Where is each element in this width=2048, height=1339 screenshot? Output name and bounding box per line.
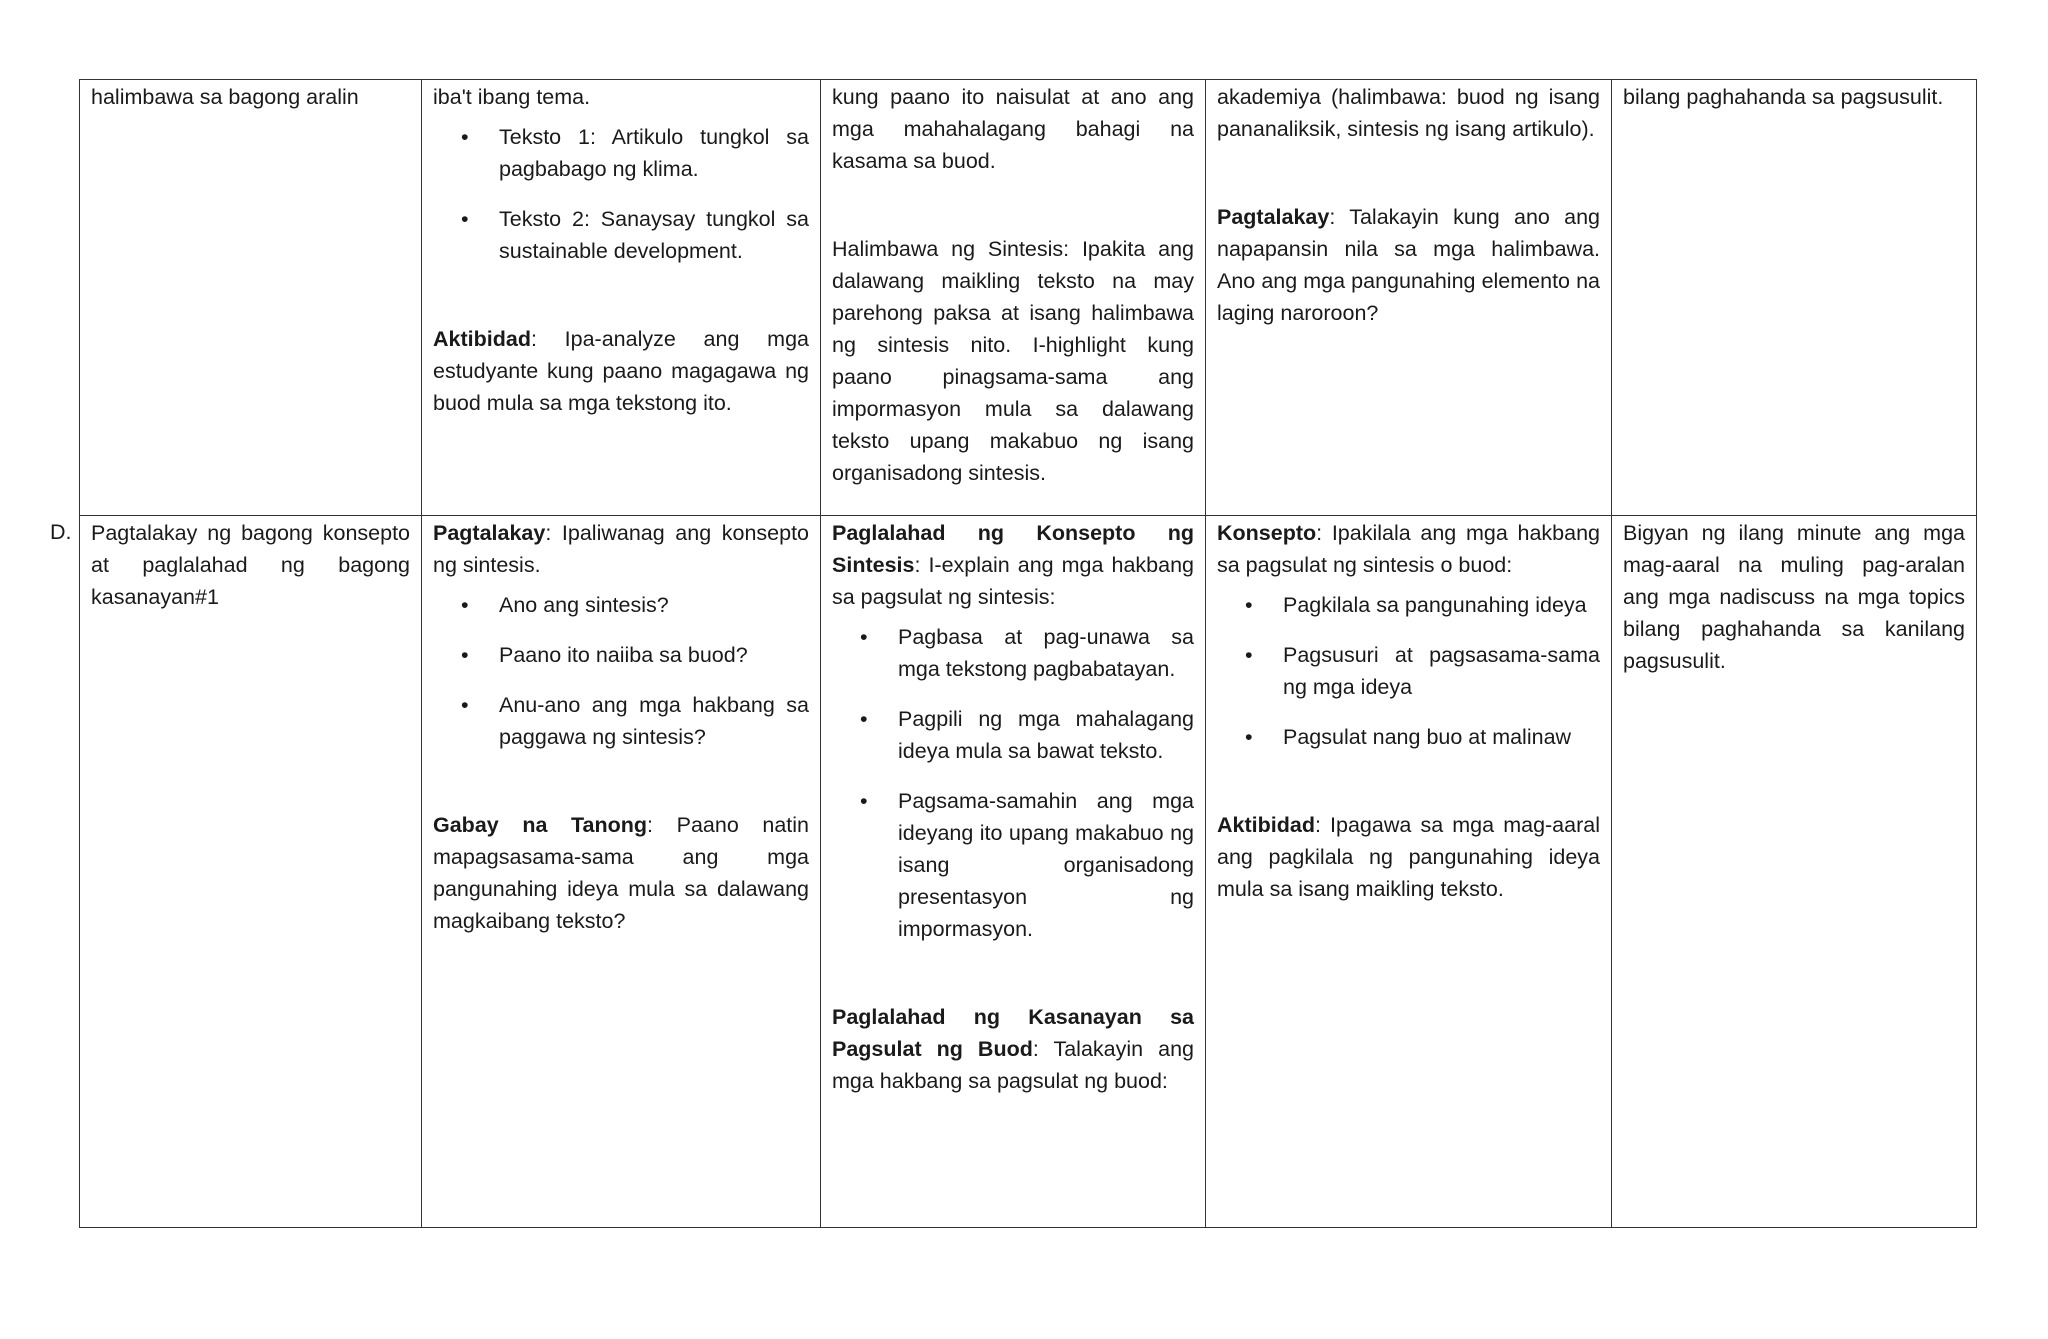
row-c-cell-4 bbox=[1206, 80, 1612, 516]
list-item: • Paano ito naiiba sa buod? bbox=[499, 639, 809, 671]
row-d-cell-2 bbox=[422, 516, 821, 1228]
list-item: • Teksto 1: Artikulo tungkol sa pagbabago ng klima. bbox=[499, 121, 809, 185]
discussion-text: : Talakayin kung ano ang napapansin nila sa mga halimbawa. Ano ang mga pangunahing elemento na laging naroroon? bbox=[1217, 205, 1600, 325]
row-d-cell-1 bbox=[80, 516, 422, 1228]
discussion-label: Pagtalakay bbox=[1217, 205, 1330, 229]
row-d-col4-activity bbox=[1217, 809, 1600, 905]
lesson-plan-table bbox=[79, 79, 1977, 1228]
skill-label: Paglalahad ng Kasanayan sa Pagsulat ng Buod bbox=[832, 1005, 1194, 1061]
row-c-col2-list bbox=[433, 121, 809, 267]
row-c-cell-5 bbox=[1612, 80, 1977, 516]
list-item: • Pagsulat nang buo at malinaw bbox=[1283, 721, 1600, 753]
list-item: • Pagsama-samahin ang mga ideyang ito upang makabuo ng isang organisadong presentasyon ng impormasyon. bbox=[898, 785, 1194, 945]
row-d-col2-guide bbox=[433, 809, 809, 937]
row-c-col3-example: Halimbawa ng Sintesis: Ipakita ang dalawang maikling teksto na may parehong paksa at isang halimbawa ng sintesis nito. I-highlight kung paano pinagsama-sama ang impormasyon mula sa dalawang teksto upang makabuo ng isang organisadong sintesis. bbox=[832, 237, 1194, 485]
list-item: • Anu-ano ang mga hakbang sa paggawa ng sintesis? bbox=[499, 689, 809, 753]
row-d-col4-concept bbox=[1217, 517, 1600, 581]
row-d-col1-text: Pagtalakay ng bagong konsepto at paglalahad ng bagong kasanayan#1 bbox=[91, 521, 410, 609]
guide-label: Gabay na Tanong bbox=[433, 813, 648, 837]
row-d-col3-concept bbox=[832, 517, 1194, 613]
row-d-col2-list bbox=[433, 589, 809, 753]
row-c-col2-intro: iba't ibang tema. bbox=[433, 85, 591, 109]
row-d-letter: D. bbox=[50, 520, 72, 544]
concept-label: Konsepto bbox=[1217, 521, 1317, 545]
concept-label: Paglalahad ng Konsepto ng Sintesis bbox=[832, 521, 1194, 577]
row-c-col2-activity bbox=[433, 323, 809, 419]
table-row-c bbox=[80, 80, 1977, 516]
row-d-col5-text: Bigyan ng ilang minute ang mga mag-aaral na muling pag-aralan ang mga nadiscuss na mga topics bilang paghahanda sa kanilang pagsusulit. bbox=[1623, 521, 1965, 673]
activity-text: : Ipa-analyze ang mga estudyante kung paano magagawa ng buod mula sa mga tekstong ito. bbox=[433, 327, 809, 415]
row-d-col4-list bbox=[1217, 589, 1600, 753]
row-d-cell-4 bbox=[1206, 516, 1612, 1228]
guide-text: : Paano natin mapagsasama-sama ang mga pangunahing ideya mula sa dalawang magkaibang teksto? bbox=[433, 813, 810, 933]
row-d-col3-skill bbox=[832, 1001, 1194, 1097]
activity-label: Aktibidad bbox=[433, 327, 531, 351]
row-d-cell-3 bbox=[821, 516, 1206, 1228]
table-row-d bbox=[80, 516, 1977, 1228]
row-c-cell-1 bbox=[80, 80, 422, 516]
list-item: • Pagsusuri at pagsasama-sama ng mga ideya bbox=[1283, 639, 1600, 703]
list-item: • Pagkilala sa pangunahing ideya bbox=[1283, 589, 1600, 621]
list-item: • Pagpili ng mga mahalagang ideya mula sa bawat teksto. bbox=[898, 703, 1194, 767]
row-c-col4-intro: akademiya (halimbawa: buod ng isang pananaliksik, sintesis ng isang artikulo). bbox=[1217, 85, 1600, 141]
row-c-col1-text: halimbawa sa bagong aralin bbox=[91, 85, 359, 109]
row-c-cell-3 bbox=[821, 80, 1206, 516]
skill-text: : Talakayin ang mga hakbang sa pagsulat ng buod: bbox=[832, 1037, 1194, 1093]
list-item: • Ano ang sintesis? bbox=[499, 589, 809, 621]
row-c-col5-text: bilang paghahanda sa pagsusulit. bbox=[1623, 85, 1944, 109]
discussion-text: : Ipaliwanag ang konsepto ng sintesis. bbox=[433, 521, 809, 577]
activity-text: : Ipagawa sa mga mag-aaral ang pagkilala ng pangunahing ideya mula sa isang maikling teksto. bbox=[1217, 813, 1600, 901]
discussion-label: Pagtalakay bbox=[433, 521, 546, 545]
row-c-col4-discussion bbox=[1217, 201, 1600, 329]
row-d-col3-list bbox=[832, 621, 1194, 945]
activity-label: Aktibidad bbox=[1217, 813, 1315, 837]
row-d-col2-discussion bbox=[433, 517, 809, 581]
row-d-cell-5 bbox=[1612, 516, 1977, 1228]
row-c-cell-2 bbox=[422, 80, 821, 516]
list-item: • Pagbasa at pag-unawa sa mga tekstong pagbabatayan. bbox=[898, 621, 1194, 685]
list-item: • Teksto 2: Sanaysay tungkol sa sustainable development. bbox=[499, 203, 809, 267]
row-c-col3-intro: kung paano ito naisulat at ano ang mga mahahalagang bahagi na kasama sa buod. bbox=[832, 85, 1194, 173]
concept-text: : Ipakilala ang mga hakbang sa pagsulat ng sintesis o buod: bbox=[1217, 521, 1600, 577]
concept-text: : I-explain ang mga hakbang sa pagsulat ng sintesis: bbox=[832, 553, 1194, 609]
